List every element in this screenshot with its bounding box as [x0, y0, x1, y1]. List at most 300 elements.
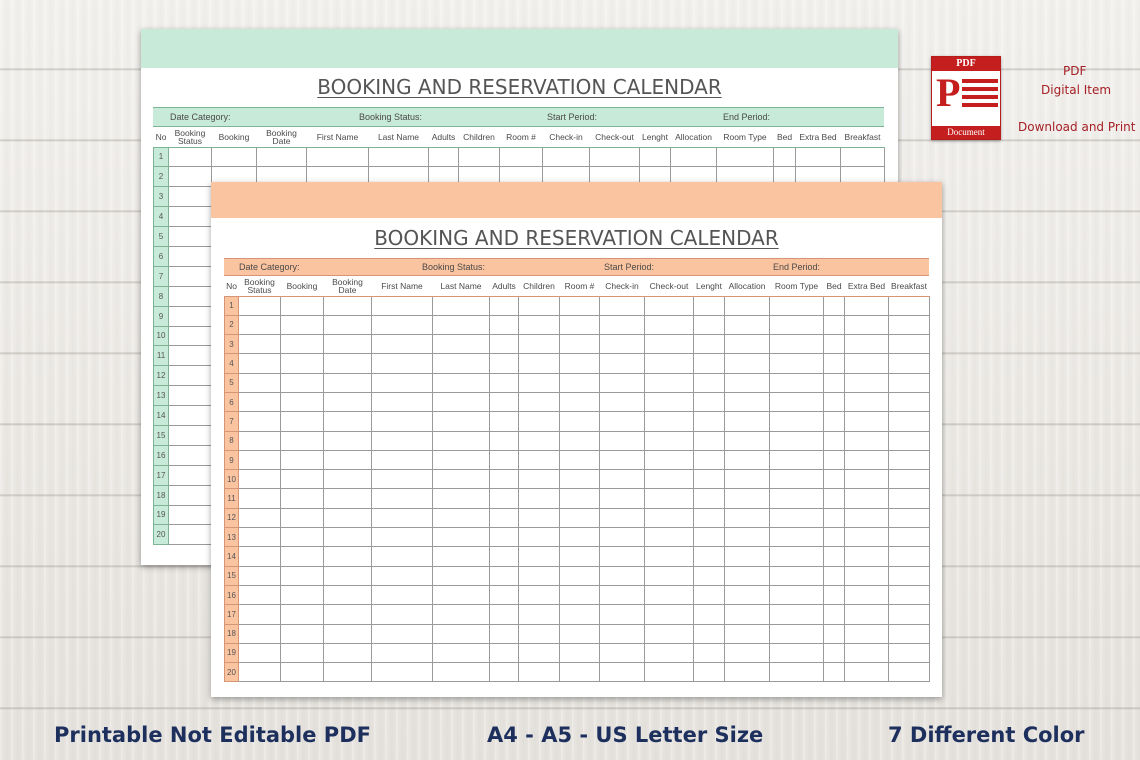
cell-booking-date [324, 373, 372, 392]
cell-breakfast [889, 296, 930, 315]
column-header-check-in: Check-in [600, 276, 645, 296]
cell-booking-status [239, 315, 281, 334]
column-header-booking-date: Booking Date [257, 127, 307, 147]
cell-booking-status [169, 505, 212, 525]
cell-room-type [770, 354, 824, 373]
cell-children [519, 373, 560, 392]
cell-booking [281, 624, 324, 643]
column-header-lenght: Lenght [640, 127, 671, 147]
cell-room [560, 508, 600, 527]
cell-lenght [694, 585, 725, 604]
footer-left: Printable Not Editable PDF [54, 723, 371, 747]
cell-booking-date [324, 489, 372, 508]
pdf-lines-icon [962, 79, 998, 111]
footer-right: 7 Different Color [888, 723, 1085, 747]
cell-booking [281, 585, 324, 604]
cell-check-in [600, 431, 645, 450]
cell-last-name [433, 566, 490, 585]
row-number: 11 [225, 489, 239, 508]
cell-allocation [725, 470, 770, 489]
cell-allocation [725, 335, 770, 354]
cell-extra-bed [845, 605, 889, 624]
cell-check-out [645, 566, 694, 585]
cell-check-out [645, 643, 694, 662]
cell-booking-status [239, 566, 281, 585]
cell-children [519, 450, 560, 469]
cell-room-type [770, 566, 824, 585]
cell-booking-date [324, 566, 372, 585]
row-number: 2 [225, 315, 239, 334]
cell-booking-status [169, 386, 212, 406]
cell-extra-bed [845, 450, 889, 469]
header-row [154, 127, 885, 147]
sheet-title: BOOKING AND RESERVATION CALENDAR [317, 75, 722, 99]
cell-check-in [600, 412, 645, 431]
cell-room [560, 354, 600, 373]
cell-bed [824, 335, 845, 354]
column-header-last-name: Last Name [369, 127, 429, 147]
cell-first-name [372, 643, 433, 662]
cell-booking-status [169, 286, 212, 306]
cell-first-name [372, 431, 433, 450]
cell-last-name [433, 335, 490, 354]
cell-booking-date [324, 354, 372, 373]
cell-extra-bed [845, 335, 889, 354]
cell-check-in [600, 566, 645, 585]
column-header-extra-bed: Extra Bed [796, 127, 841, 147]
cell-booking-status [169, 306, 212, 326]
table-row [225, 566, 930, 585]
cell-allocation [725, 585, 770, 604]
cell-children [519, 624, 560, 643]
peach-calendar-sheet [211, 182, 942, 697]
cell-booking [281, 354, 324, 373]
cell-booking [281, 508, 324, 527]
cell-adults [490, 566, 519, 585]
cell-first-name [372, 335, 433, 354]
cell-room [560, 392, 600, 411]
cell-first-name [372, 605, 433, 624]
cell-first-name [372, 296, 433, 315]
cell-booking-status [239, 547, 281, 566]
cell-first-name [372, 373, 433, 392]
cell-breakfast [889, 566, 930, 585]
cell-breakfast [889, 547, 930, 566]
row-number: 13 [225, 528, 239, 547]
cell-first-name [372, 392, 433, 411]
cell-booking-status [239, 470, 281, 489]
column-header-booking-status: Booking Status [169, 127, 212, 147]
cell-booking-date [324, 392, 372, 411]
cell-room-type [770, 315, 824, 334]
cell-booking-date [324, 296, 372, 315]
table-row [225, 450, 930, 469]
cell-breakfast [889, 605, 930, 624]
row-number: 8 [154, 286, 169, 306]
column-header-breakfast: Breakfast [889, 276, 930, 296]
cell-children [519, 470, 560, 489]
cell-bed [824, 566, 845, 585]
field-bar [224, 258, 929, 276]
table-row [225, 354, 930, 373]
cell-extra-bed [845, 547, 889, 566]
cell-booking-status [169, 485, 212, 505]
cell-check-out [645, 392, 694, 411]
column-header-breakfast: Breakfast [841, 127, 885, 147]
field-booking-status: Booking Status: [422, 262, 486, 272]
cell-room [560, 470, 600, 489]
cell-booking-status [169, 326, 212, 346]
cell-extra-bed [845, 431, 889, 450]
cell-booking-status [239, 373, 281, 392]
cell-room-type [770, 335, 824, 354]
cell-check-in [600, 354, 645, 373]
cell-check-in [600, 643, 645, 662]
cell-adults [490, 470, 519, 489]
cell-check-in [600, 296, 645, 315]
cell-bed [824, 373, 845, 392]
action-label: Download and Print [1018, 120, 1136, 134]
row-number: 11 [154, 346, 169, 366]
cell-booking-status [239, 508, 281, 527]
column-header-booking: Booking [212, 127, 257, 147]
cell-adults [490, 335, 519, 354]
cell-children [519, 528, 560, 547]
cell-booking-status [169, 346, 212, 366]
cell-lenght [694, 643, 725, 662]
cell-bed [824, 605, 845, 624]
cell-last-name [433, 412, 490, 431]
cell-children [519, 412, 560, 431]
table-body [225, 296, 930, 682]
cell-first-name [372, 585, 433, 604]
cell-room [560, 605, 600, 624]
cell-breakfast [889, 663, 930, 682]
row-number: 18 [225, 624, 239, 643]
row-number: 10 [225, 470, 239, 489]
cell-breakfast [889, 392, 930, 411]
cell-booking [212, 147, 257, 167]
row-number: 15 [225, 566, 239, 585]
cell-booking-status [169, 525, 212, 545]
row-number: 19 [154, 505, 169, 525]
cell-room [560, 624, 600, 643]
cell-check-out [645, 470, 694, 489]
cell-adults [490, 392, 519, 411]
cell-check-in [600, 489, 645, 508]
cell-bed [774, 147, 796, 167]
cell-bed [824, 431, 845, 450]
cell-check-in [600, 605, 645, 624]
cell-bed [824, 624, 845, 643]
cell-children [459, 147, 500, 167]
cell-children [519, 547, 560, 566]
table-row [225, 508, 930, 527]
cell-check-in [543, 147, 590, 167]
field-bar [153, 107, 884, 127]
cell-booking-date [324, 585, 372, 604]
cell-booking [281, 296, 324, 315]
cell-first-name [372, 508, 433, 527]
cell-children [519, 643, 560, 662]
cell-extra-bed [845, 315, 889, 334]
cell-children [519, 585, 560, 604]
column-header-booking: Booking [281, 276, 324, 296]
column-header-room: Room # [560, 276, 600, 296]
column-header-bed: Bed [824, 276, 845, 296]
column-header-last-name: Last Name [433, 276, 490, 296]
cell-booking-status [239, 335, 281, 354]
cell-allocation [725, 624, 770, 643]
cell-room-type [770, 450, 824, 469]
cell-lenght [694, 392, 725, 411]
cell-allocation [725, 566, 770, 585]
row-number: 6 [225, 392, 239, 411]
cell-first-name [307, 147, 369, 167]
cell-last-name [433, 489, 490, 508]
item-type-label: Digital Item [1041, 83, 1112, 97]
row-number: 3 [154, 187, 169, 207]
cell-children [519, 489, 560, 508]
cell-booking [281, 547, 324, 566]
column-header-first-name: First Name [307, 127, 369, 147]
cell-last-name [433, 605, 490, 624]
cell-first-name [372, 663, 433, 682]
table-row [225, 392, 930, 411]
field-start-period: Start Period: [547, 112, 598, 122]
cell-bed [824, 528, 845, 547]
cell-booking-status [239, 431, 281, 450]
header-row [225, 276, 930, 296]
cell-check-in [600, 547, 645, 566]
cell-adults [490, 624, 519, 643]
column-header-bed: Bed [774, 127, 796, 147]
cell-booking-date [324, 663, 372, 682]
cell-booking [281, 431, 324, 450]
cell-lenght [694, 431, 725, 450]
cell-extra-bed [845, 585, 889, 604]
cell-last-name [433, 624, 490, 643]
cell-first-name [372, 547, 433, 566]
cell-first-name [372, 354, 433, 373]
table-row [154, 147, 885, 167]
cell-booking-date [257, 147, 307, 167]
cell-children [519, 335, 560, 354]
cell-breakfast [889, 470, 930, 489]
pdf-badge-label: PDF [932, 57, 1000, 71]
cell-room-type [717, 147, 774, 167]
cell-adults [490, 508, 519, 527]
cell-check-in [600, 663, 645, 682]
sheet-header-band [211, 182, 942, 218]
cell-booking-status [239, 412, 281, 431]
cell-breakfast [841, 147, 885, 167]
column-header-room-type: Room Type [717, 127, 774, 147]
booking-table [224, 276, 930, 682]
cell-booking [281, 566, 324, 585]
cell-room [560, 315, 600, 334]
cell-booking-status [239, 450, 281, 469]
cell-bed [824, 663, 845, 682]
cell-allocation [725, 605, 770, 624]
cell-breakfast [889, 373, 930, 392]
cell-last-name [433, 431, 490, 450]
cell-allocation [725, 354, 770, 373]
column-header-check-out: Check-out [645, 276, 694, 296]
pdf-badge-letter: P [936, 70, 961, 115]
cell-check-in [600, 373, 645, 392]
cell-booking-status [169, 167, 212, 187]
cell-room-type [770, 373, 824, 392]
field-end-period: End Period: [723, 112, 771, 122]
cell-booking [281, 335, 324, 354]
cell-allocation [725, 373, 770, 392]
row-number: 1 [225, 296, 239, 315]
cell-booking [281, 450, 324, 469]
cell-adults [490, 373, 519, 392]
cell-booking-date [324, 450, 372, 469]
cell-booking-status [169, 445, 212, 465]
cell-last-name [433, 585, 490, 604]
cell-lenght [694, 489, 725, 508]
cell-room [560, 431, 600, 450]
table-row [225, 605, 930, 624]
row-number: 10 [154, 326, 169, 346]
cell-booking [281, 663, 324, 682]
cell-children [519, 354, 560, 373]
cell-check-out [645, 315, 694, 334]
cell-booking-date [324, 605, 372, 624]
cell-booking-date [324, 412, 372, 431]
table-row [225, 663, 930, 682]
cell-adults [490, 547, 519, 566]
cell-extra-bed [845, 354, 889, 373]
row-number: 20 [225, 663, 239, 682]
cell-booking-status [239, 643, 281, 662]
cell-check-out [645, 296, 694, 315]
cell-first-name [372, 450, 433, 469]
row-number: 18 [154, 485, 169, 505]
cell-lenght [640, 147, 671, 167]
column-header-adults: Adults [429, 127, 459, 147]
cell-children [519, 296, 560, 315]
cell-extra-bed [845, 489, 889, 508]
cell-check-out [645, 508, 694, 527]
table-row [225, 373, 930, 392]
cell-room-type [770, 392, 824, 411]
table-row [225, 528, 930, 547]
cell-breakfast [889, 335, 930, 354]
cell-allocation [725, 547, 770, 566]
cell-adults [490, 663, 519, 682]
cell-lenght [694, 605, 725, 624]
cell-booking-status [239, 489, 281, 508]
table-row [225, 296, 930, 315]
cell-allocation [725, 431, 770, 450]
cell-extra-bed [845, 624, 889, 643]
cell-booking-status [239, 296, 281, 315]
cell-extra-bed [845, 373, 889, 392]
cell-room [560, 489, 600, 508]
cell-allocation [725, 643, 770, 662]
cell-adults [490, 489, 519, 508]
cell-room-type [770, 547, 824, 566]
field-date-category: Date Category: [170, 112, 231, 122]
cell-check-out [645, 354, 694, 373]
row-number: 20 [154, 525, 169, 545]
cell-last-name [433, 528, 490, 547]
column-header-adults: Adults [490, 276, 519, 296]
cell-lenght [694, 624, 725, 643]
column-header-lenght: Lenght [694, 276, 725, 296]
cell-last-name [433, 508, 490, 527]
cell-children [519, 605, 560, 624]
cell-check-out [590, 147, 640, 167]
cell-extra-bed [796, 147, 841, 167]
cell-bed [824, 450, 845, 469]
cell-booking [281, 470, 324, 489]
cell-breakfast [889, 585, 930, 604]
cell-room [560, 373, 600, 392]
cell-room [560, 450, 600, 469]
cell-last-name [433, 373, 490, 392]
row-number: 9 [154, 306, 169, 326]
row-number: 7 [225, 412, 239, 431]
cell-lenght [694, 296, 725, 315]
cell-booking-status [169, 406, 212, 426]
row-number: 8 [225, 431, 239, 450]
cell-extra-bed [845, 643, 889, 662]
cell-room-type [770, 412, 824, 431]
cell-breakfast [889, 489, 930, 508]
column-header-allocation: Allocation [671, 127, 717, 147]
cell-check-out [645, 450, 694, 469]
cell-booking-status [239, 392, 281, 411]
cell-first-name [372, 528, 433, 547]
cell-children [519, 508, 560, 527]
row-number: 4 [154, 207, 169, 227]
cell-bed [824, 489, 845, 508]
cell-booking [281, 315, 324, 334]
cell-booking-status [169, 425, 212, 445]
row-number: 17 [225, 605, 239, 624]
cell-lenght [694, 315, 725, 334]
cell-adults [490, 605, 519, 624]
cell-booking-status [169, 207, 212, 227]
cell-room-type [770, 605, 824, 624]
cell-lenght [694, 663, 725, 682]
cell-allocation [725, 489, 770, 508]
column-header-extra-bed: Extra Bed [845, 276, 889, 296]
cell-breakfast [889, 450, 930, 469]
cell-adults [490, 450, 519, 469]
cell-check-in [600, 470, 645, 489]
cell-lenght [694, 528, 725, 547]
cell-booking [281, 392, 324, 411]
column-header-room: Room # [500, 127, 543, 147]
cell-room-type [770, 431, 824, 450]
cell-check-out [645, 489, 694, 508]
cell-booking [281, 489, 324, 508]
cell-adults [490, 528, 519, 547]
row-number: 14 [154, 406, 169, 426]
column-header-check-in: Check-in [543, 127, 590, 147]
cell-booking-date [324, 528, 372, 547]
column-header-booking-date: Booking Date [324, 276, 372, 296]
footer-center: A4 - A5 - US Letter Size [487, 723, 764, 747]
cell-allocation [725, 663, 770, 682]
cell-extra-bed [845, 528, 889, 547]
